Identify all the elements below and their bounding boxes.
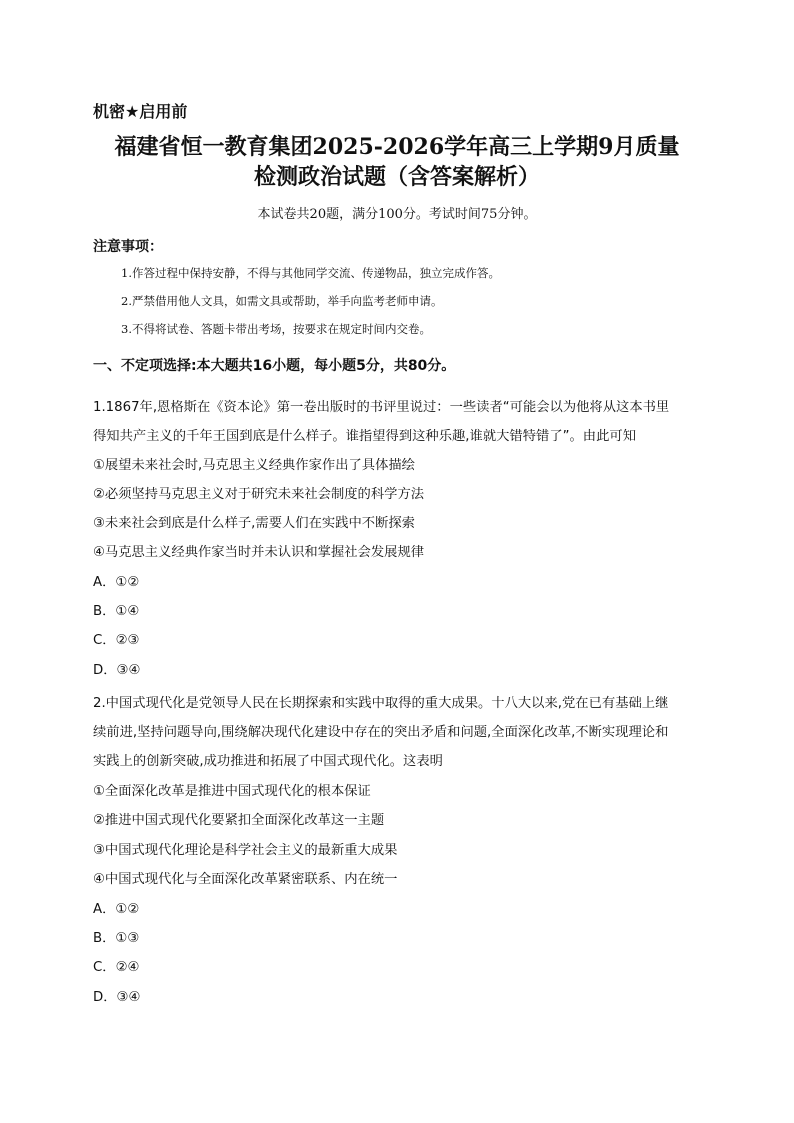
question-1-statement: ②必须坚持马克思主义对于研究未来社会制度的科学方法: [93, 487, 425, 502]
question-1-option-c: C．②③: [93, 633, 140, 648]
question-1-statement: ①展望未来社会时,马克思主义经典作家作出了具体描绘: [93, 458, 415, 473]
question-1-option-d: D．③④: [93, 663, 141, 678]
question-2-option-b: B．①③: [93, 931, 140, 946]
exam-info: 本试卷共20题，满分100分。考试时间75分钟。: [257, 207, 537, 222]
question-2-stem-line: 2.中国式现代化是党领导人民在长期探索和实践中取得的重大成果。十八大以来,党在已有基础上继: [93, 696, 669, 711]
question-1-statement: ④马克思主义经典作家当时并未认识和掌握社会发展规律: [93, 545, 425, 560]
question-1-stem-line: 得知共产主义的千年王国到底是什么样子。谁指望得到这种乐趣,谁就大错特错了”。由此可知: [93, 429, 636, 444]
question-1-statement: ③未来社会到底是什么样子,需要人们在实践中不断探索: [93, 516, 415, 531]
question-2-option-d: D．③④: [93, 990, 141, 1005]
question-2-statement: ②推进中国式现代化要紧扣全面深化改革这一主题: [93, 813, 385, 828]
secret-mark: 机密★启用前: [93, 102, 188, 121]
notice-item: 3.不得将试卷、答题卡带出考场，按要求在规定时间内交卷。: [121, 322, 431, 336]
exam-title-line-2: 检测政治试题（含答案解析）: [253, 164, 540, 190]
question-2-statement: ③中国式现代化理论是科学社会主义的最新重大成果: [93, 843, 398, 858]
question-2-stem-line: 实践上的创新突破,成功推进和拓展了中国式现代化。这表明: [93, 754, 443, 769]
section-heading: 一、不定项选择:本大题共16小题，每小题5分，共80分。: [93, 358, 456, 374]
notice-item: 1.作答过程中保持安静，不得与其他同学交流、传递物品，独立完成作答。: [121, 266, 500, 280]
question-1-stem-line: 1.1867年,恩格斯在《资本论》第一卷出版时的书评里说过：一些读者“可能会以为他将从这本书里: [93, 400, 670, 415]
exam-title-line-1: 福建省恒一教育集团2025-2026学年高三上学期9月质量: [114, 134, 680, 160]
question-2-option-a: A．①②: [93, 902, 140, 917]
notice-heading: 注意事项：: [93, 239, 163, 255]
question-1-option-b: B．①④: [93, 604, 140, 619]
question-2-stem-line: 续前进,坚持问题导向,围绕解决现代化建设中存在的突出矛盾和问题,全面深化改革,不断实现理论和: [93, 725, 669, 740]
notice-item: 2.严禁借用他人文具，如需文具或帮助，举手向监考老师申请。: [121, 294, 443, 308]
question-2-statement: ①全面深化改革是推进中国式现代化的根本保证: [93, 784, 371, 799]
question-2-statement: ④中国式现代化与全面深化改革紧密联系、内在统一: [93, 872, 398, 887]
question-2-option-c: C．②④: [93, 960, 140, 975]
question-1-option-a: A．①②: [93, 575, 140, 590]
